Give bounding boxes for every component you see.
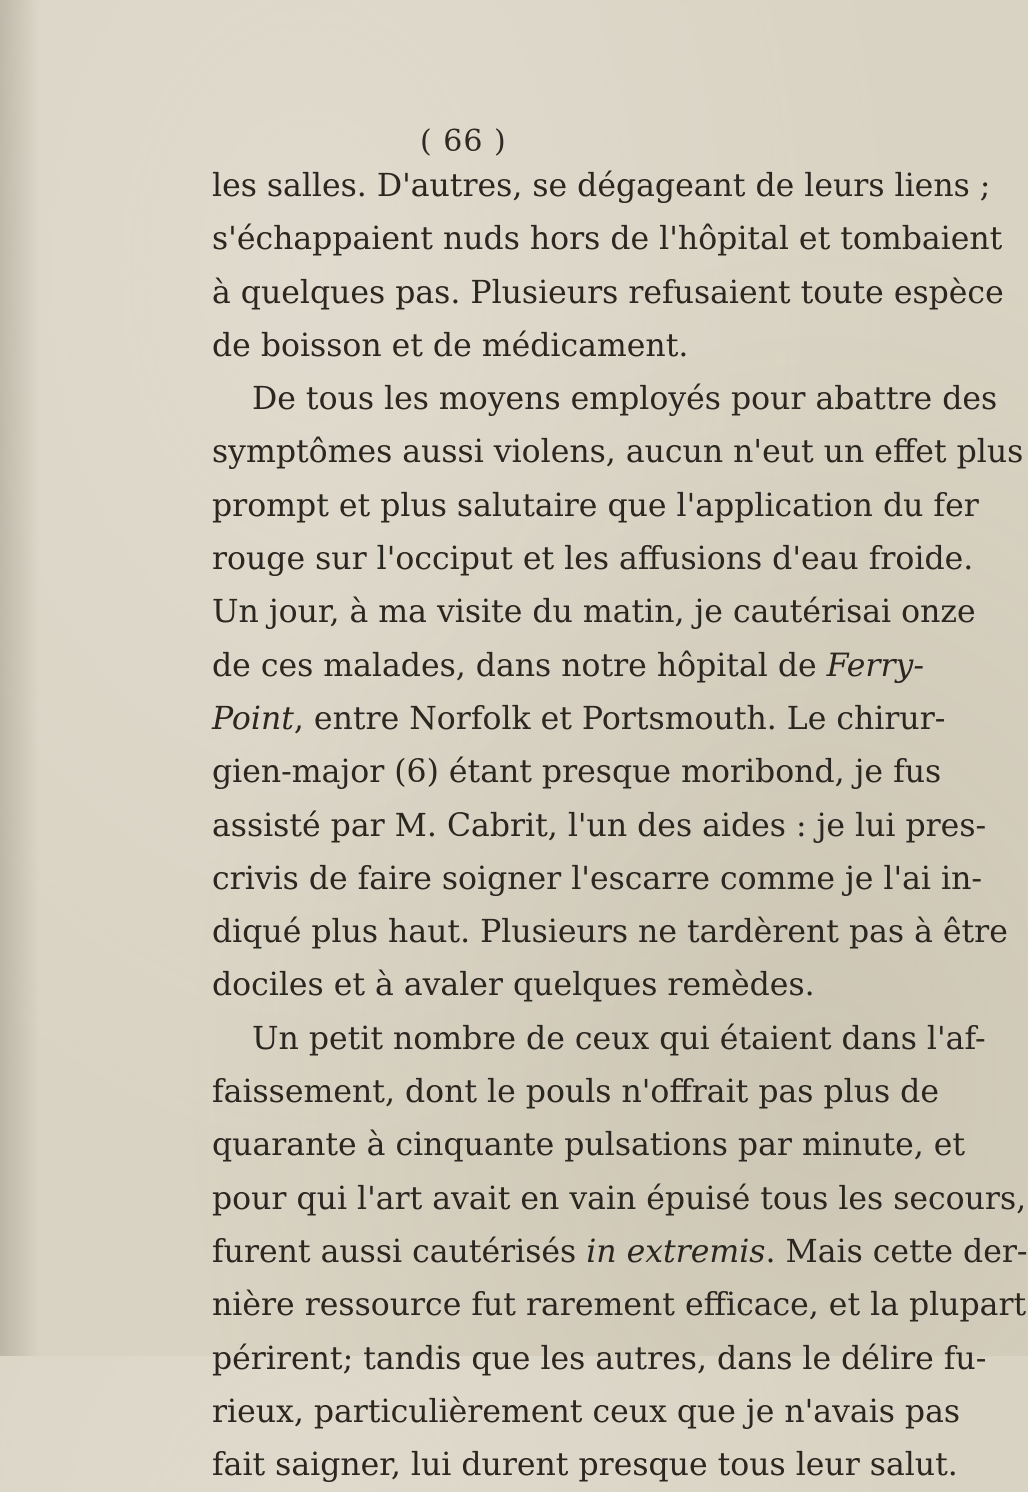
text-line: quarante à cinquante pulsations par minute, et bbox=[212, 1127, 966, 1164]
text-line: nière ressource fut rarement efficace, et la plupart bbox=[212, 1287, 1027, 1324]
text-line: de ces malades, dans notre hôpital de Ferry- bbox=[212, 647, 924, 684]
body-text bbox=[212, 160, 1028, 1492]
text-line: Un petit nombre de ceux qui étaient dans l'af- bbox=[252, 1020, 986, 1057]
text-line: furent aussi cautérisés in extremis. Mais cette der- bbox=[212, 1233, 1028, 1270]
italic-term: in extremis bbox=[586, 1233, 766, 1270]
italic-term: Point bbox=[212, 700, 294, 737]
text-line: gien-major (6) étant presque moribond, je fus bbox=[212, 754, 942, 791]
text-line: de boisson et de médicament. bbox=[212, 327, 689, 364]
text-line: De tous les moyens employés pour abattre des bbox=[252, 381, 998, 418]
italic-term: Ferry- bbox=[826, 647, 924, 684]
text-line: rouge sur l'occiput et les affusions d'eau froide. bbox=[212, 541, 974, 578]
text-line: Un jour, à ma visite du matin, je cautérisai onze bbox=[212, 594, 976, 631]
text-line: crivis de faire soigner l'escarre comme je l'ai in- bbox=[212, 860, 982, 897]
text-line: symptômes aussi violens, aucun n'eut un effet plus bbox=[212, 434, 1024, 471]
text-line: prompt et plus salutaire que l'application du fer bbox=[212, 487, 979, 524]
page-edge-shadow bbox=[0, 0, 40, 1356]
text-line: s'échappaient nuds hors de l'hôpital et tombaient bbox=[212, 221, 1003, 258]
text-line: dociles et à avaler quelques remèdes. bbox=[212, 967, 815, 1004]
text-line: diqué plus haut. Plusieurs ne tardèrent pas à être bbox=[212, 914, 1008, 951]
text-line: fait saigner, lui durent presque tous leur salut. bbox=[212, 1447, 958, 1484]
text-line: à quelques pas. Plusieurs refusaient toute espèce bbox=[212, 274, 1004, 311]
text-line: périrent; tandis que les autres, dans le délire fu- bbox=[212, 1340, 987, 1377]
text-line: les salles. D'autres, se dégageant de leurs liens ; bbox=[212, 168, 991, 204]
text-line: Point, entre Norfolk et Portsmouth. Le chirur- bbox=[212, 700, 946, 737]
text-line: assisté par M. Cabrit, l'un des aides : je lui pres- bbox=[212, 807, 987, 844]
text-line: rieux, particulièrement ceux que je n'avais pas bbox=[212, 1393, 961, 1430]
text-line: faissement, dont le pouls n'offrait pas plus de bbox=[212, 1074, 939, 1111]
page-number: ( 66 ) bbox=[420, 124, 507, 159]
text-line: pour qui l'art avait en vain épuisé tous les secours, bbox=[212, 1180, 1027, 1217]
